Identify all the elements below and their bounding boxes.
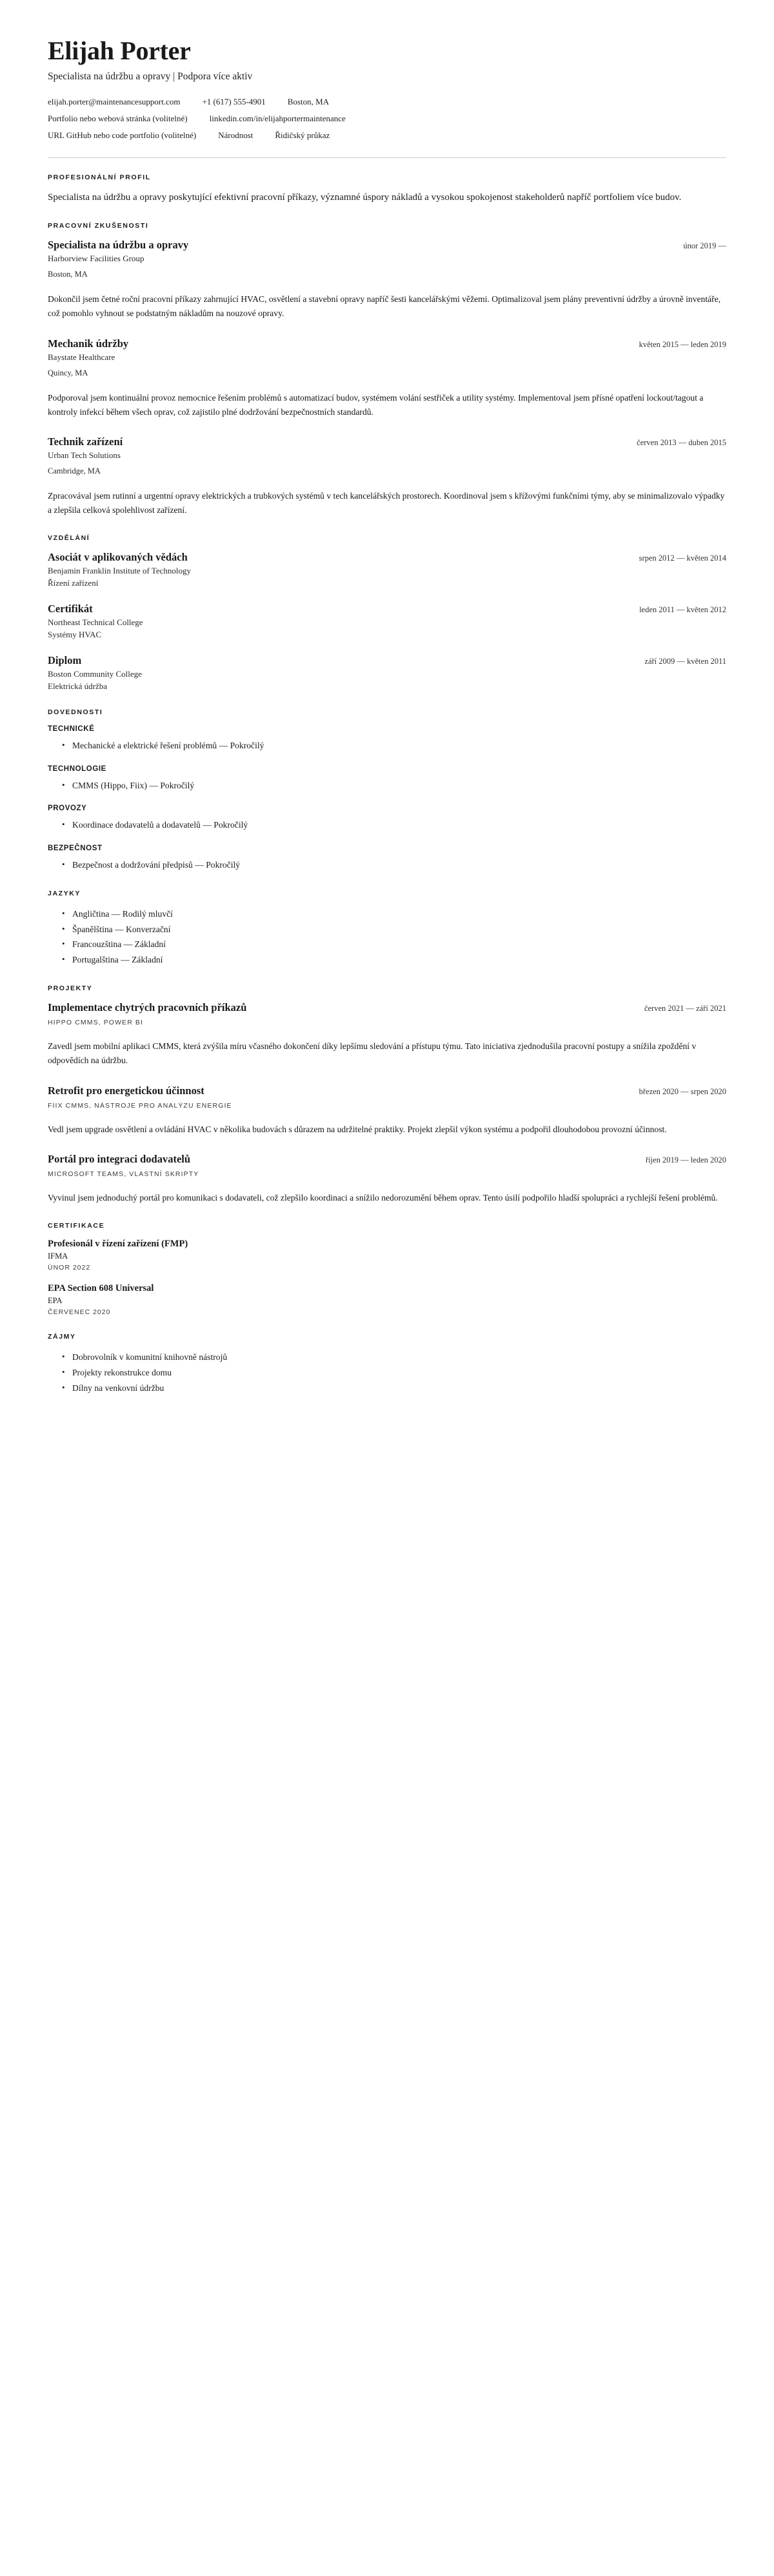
experience-role: Specialista na údržbu a opravy [48,239,189,252]
section-experience [48,222,726,517]
skill-group [48,804,726,833]
contact-nationality: Národnost [218,130,253,140]
languages-list [48,906,726,968]
project-item [48,1153,726,1205]
skill-list [48,857,726,873]
contact-linkedin[interactable]: linkedin.com/in/elijahportermaintenance [209,114,346,123]
experience-company: Baystate Healthcare [48,352,115,362]
project-description: Zavedl jsem mobilní aplikaci CMMS, která zvýšila míru včasného dokončení díky lepšímu sledování a přístupu týmu. Tato iniciativa zjednodušila pracovní postupy a snížila zpoždění v odpovědích na údržbu. [48,1041,697,1065]
education-degree: Certifikát [48,602,93,615]
contact-portfolio[interactable]: Portfolio nebo webová stránka (volitelné) [48,114,188,123]
contact-location: Boston, MA [287,97,330,106]
experience-item-head [48,435,726,448]
project-item-head [48,1084,726,1097]
interest-item: • Dobrovolník v komunitní knihovně nástrojů [62,1350,726,1365]
certification-item [48,1239,726,1272]
project-name: Retrofit pro energetickou účinnost [48,1084,204,1097]
contact-row-2 [48,114,726,124]
experience-location: Cambridge, MA [48,466,101,476]
experience-company: Urban Tech Solutions [48,450,121,461]
skill-list [48,778,726,794]
experience-description: Dokončil jsem četné roční pracovní příkazy zahrnující HVAC, osvětlení a stavební opravy napříč šesti kancelářskými věžemi. Optimalizoval jsem plány preventivní údržby a úrovně inventáře, což pomohlo vyhnout se podstatným nákladům na nouzové opravy. [48,294,721,318]
project-name: Implementace chytrých pracovních příkazů [48,1001,247,1013]
certification-date: ČERVENEC 2020 [48,1308,111,1316]
section-projects [48,984,726,1205]
education-date: leden 2011 — květen 2012 [639,604,726,614]
section-certifications [48,1222,726,1316]
section-title-certifications: CERTIFIKACE [48,1222,105,1230]
education-item [48,654,726,692]
education-date: srpen 2012 — květen 2014 [639,553,726,563]
section-title-interests: ZÁJMY [48,1333,76,1341]
section-title-projects: PROJEKTY [48,984,93,992]
education-item-head [48,551,726,564]
experience-item [48,337,726,419]
experience-date: únor 2019 — [683,241,726,251]
section-title-experience: PRACOVNÍ ZKUŠENOSTI [48,222,149,230]
education-field: Řízení zařízení [48,577,99,588]
experience-company: Harborview Facilities Group [48,254,144,264]
section-profile [48,174,726,205]
skill-item: • Koordinace dodavatelů a dodavatelů — Pokročilý [62,817,726,833]
section-title-education: VZDĚLÁNÍ [48,534,90,542]
skill-category: TECHNICKÉ [48,724,95,733]
experience-date: květen 2015 — leden 2019 [639,339,726,349]
skill-list [48,817,726,833]
education-field: Systémy HVAC [48,629,102,639]
section-education [48,534,726,692]
project-tags: MICROSOFT TEAMS, VLASTNÍ SKRIPTY [48,1170,199,1179]
education-field: Elektrická údržba [48,681,108,691]
interest-item: • Dílny na venkovní údržbu [62,1381,726,1396]
certification-name: Profesionál v řízení zařízení (FMP) [48,1239,188,1249]
education-school: Northeast Technical College [48,617,143,627]
education-item [48,603,726,640]
language-item: • Angličtina — Rodilý mluvčí [62,906,726,922]
language-item: • Portugalština — Základní [62,952,726,968]
profile-text: Specialista na údržbu a opravy poskytující efektivní pracovní příkazy, významné úspory nákladů a vysokou spokojenost stakeholderů napříč portfoliem více budov. [48,192,682,203]
project-tags: FIIX CMMS, NÁSTROJE PRO ANALÝZU ENERGIE [48,1101,232,1110]
education-item-head [48,603,726,615]
experience-date: červen 2013 — duben 2015 [637,438,726,448]
education-date: září 2009 — květen 2011 [644,656,726,666]
section-skills [48,708,726,873]
language-item: • Francouzština — Základní [62,937,726,952]
section-interests [48,1333,726,1395]
experience-item-head [48,239,726,252]
education-item [48,551,726,588]
experience-location: Boston, MA [48,270,88,279]
experience-role: Technik zařízení [48,435,123,448]
project-item [48,1084,726,1137]
certification-item [48,1283,726,1316]
skill-item: • CMMS (Hippo, Fiix) — Pokročilý [62,778,726,794]
skill-item: • Mechanické a elektrické řešení problémů — Pokročilý [62,738,726,754]
education-degree: Asociát v aplikovaných vědách [48,550,188,563]
experience-description: Zpracovával jsem rutinní a urgentní opravy elektrických a trubkových systémů v tech kancelářských prostorech. Koordinoval jsem s křížovými funkčními týmy, aby se minimalizovalo výpadky a zlepšila celková spolehlivost zařízení. [48,491,725,515]
candidate-name: Elijah Porter [48,36,191,65]
contact-drivers-license: Řidičský průkaz [275,130,330,140]
experience-description: Podporoval jsem kontinuální provoz nemocnice řešením problémů s automatizací budov, systémem volání sestřiček a utility systémy. Implementoval jsem přísné opatření lockout/tagout a kontroly infekcí během všech oprav, což zajistilo plné dodržování bezpečnostních standardů. [48,392,704,417]
contact-github[interactable]: URL GitHub nebo code portfolio (volitelné) [48,130,197,140]
project-description: Vedl jsem upgrade osvětlení a ovládání HVAC v několika budovách s důrazem na udržitelné praktiky. Projekt zlepšil výkon systému a podpořil dlouhodobou provozní účinnost. [48,1124,667,1134]
project-name: Portál pro integraci dodavatelů [48,1153,191,1166]
project-description: Vyvinul jsem jednoduchý portál pro komunikaci s dodavateli, což zlepšilo koordinaci a snížilo nedorozumění během oprav. Tento úsilí podpořilo hladší spolupráci a rychlejší řešení problémů. [48,1193,718,1203]
project-item [48,1001,726,1068]
education-item-head [48,654,726,667]
resume-header [48,37,726,141]
skill-group [48,844,726,873]
skill-category: BEZPEČNOST [48,844,103,853]
skill-item: • Bezpečnost a dodržování předpisů — Pokročilý [62,857,726,873]
skill-group [48,765,726,794]
section-title-languages: JAZYKY [48,889,81,897]
education-degree: Diplom [48,654,82,666]
project-item-head [48,1153,726,1166]
contact-phone[interactable]: +1 (617) 555-4901 [202,97,266,106]
experience-item [48,435,726,517]
language-item: • Španělština — Konverzační [62,922,726,937]
experience-item-head [48,337,726,350]
skill-category: TECHNOLOGIE [48,764,106,773]
interests-list [48,1350,726,1395]
certification-issuer: IFMA [48,1252,68,1261]
section-title-skills: DOVEDNOSTI [48,708,103,716]
skill-category: PROVOZY [48,804,87,813]
project-date: říjen 2019 — leden 2020 [646,1155,726,1165]
section-title-profile: PROFESIONÁLNÍ PROFIL [48,174,151,181]
certification-date: ÚNOR 2022 [48,1264,91,1272]
contact-row-3 [48,130,726,141]
education-school: Boston Community College [48,668,142,679]
project-tags: HIPPO CMMS, POWER BI [48,1019,144,1026]
interest-item: • Projekty rekonstrukce domu [62,1365,726,1381]
skill-list [48,738,726,754]
project-item-head [48,1001,726,1014]
experience-role: Mechanik údržby [48,337,129,350]
header-divider [48,157,726,158]
education-school: Benjamin Franklin Institute of Technology [48,565,191,575]
contact-email[interactable]: elijah.porter@maintenancesupport.com [48,97,181,106]
project-date: březen 2020 — srpen 2020 [639,1086,726,1096]
certification-issuer: EPA [48,1296,63,1305]
skill-group [48,725,726,754]
certification-name: EPA Section 608 Universal [48,1283,154,1293]
experience-location: Quincy, MA [48,368,88,377]
project-date: červen 2021 — září 2021 [644,1004,726,1013]
section-languages [48,890,726,968]
contact-row-1 [48,97,726,107]
experience-item [48,239,726,321]
candidate-headline: Specialista na údržbu a opravy | Podpora více aktiv [48,71,253,82]
